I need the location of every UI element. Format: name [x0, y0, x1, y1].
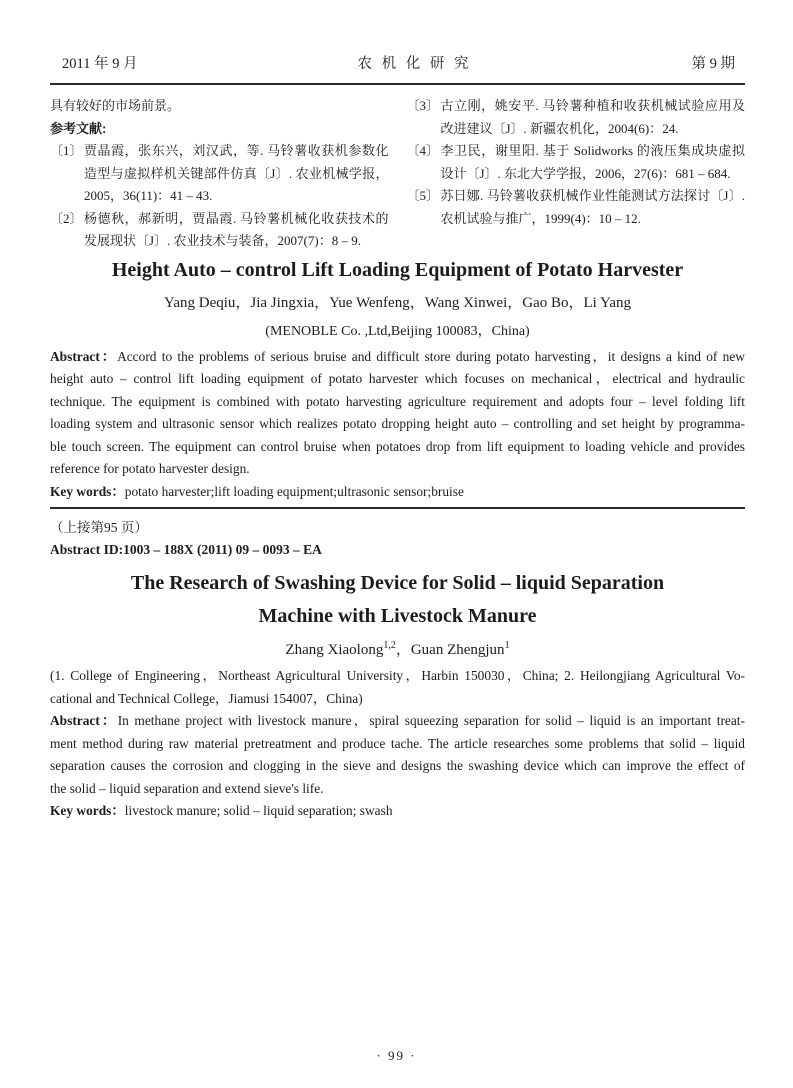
reference-text: 李卫民，谢里阳. 基于 Solidworks 的液压集成块虚拟设计〔J〕. 东北大学学报，2006，27(6)：681 – 684. — [440, 143, 745, 181]
abstract-line: height auto – control lift loading equipment of potato harvester which focuses on mechanical，electrical and hydraulic — [50, 371, 745, 386]
affiliation-line: cational and Technical College，Jiamusi 154007，China) — [50, 690, 363, 706]
author-affiliation-superscript: 1 — [504, 640, 510, 651]
reference-item — [50, 140, 389, 208]
issue-number: 第 9 期 — [691, 56, 735, 72]
reference-number: 〔1〕 — [50, 143, 83, 158]
reference-number: 〔3〕 — [406, 98, 440, 113]
section-divider — [50, 507, 745, 509]
page-number: · 99 · — [376, 1048, 417, 1063]
left-column — [50, 95, 389, 253]
article2-authors — [50, 635, 745, 661]
abstract-label: Abstract： — [50, 348, 118, 364]
abstract-line — [50, 346, 745, 369]
article2-affiliation — [50, 665, 745, 710]
abstract-line — [50, 710, 745, 733]
abstract-label: Abstract： — [50, 713, 118, 728]
keywords-label: Key words： — [50, 483, 125, 499]
abstract-line: technique. The equipment is combined with potato harvesting agriculture requirement and adopts four – level folding lift — [50, 393, 745, 409]
reference-number: 〔5〕 — [406, 188, 440, 203]
running-head — [50, 54, 745, 85]
closing-sentence: 具有较好的市场前景。 — [50, 98, 181, 113]
article1-authors: Yang Deqiu，Jia Jingxia，Yue Wenfeng，Wang Xinwei，Gao Bo，Li Yang — [164, 294, 631, 311]
article2-abstract — [50, 710, 745, 823]
keywords-line — [50, 481, 745, 504]
reference-item — [407, 95, 746, 140]
reference-number: 〔4〕 — [406, 143, 440, 158]
references-heading: 参考文献: — [50, 120, 107, 136]
reference-item — [407, 185, 746, 230]
continued-from-note: （上接第95 页） — [50, 520, 148, 535]
reference-item — [407, 140, 746, 185]
journal-title: 农 机 化 研 究 — [357, 56, 472, 72]
abstract-line: loading system and ultrasonic sensor which realizes potato dropping height auto – controlling and set height by programma- — [50, 416, 745, 431]
abstract-id: Abstract ID:1003 – 188X (2011) 09 – 0093 – EA — [50, 542, 322, 557]
abstract-line: ment method during raw material pretreatment and produce tache. The article researches some problems that solid – liquid — [50, 735, 745, 751]
right-column — [407, 95, 746, 253]
reference-number: 〔2〕 — [50, 210, 83, 226]
header-date: 2011 年 9 月 — [62, 56, 138, 72]
reference-text: 贾晶霞，张东兴，刘汉武，等. 马铃薯收获机参数化造型与虚拟样机关键部件仿真〔J〕. 农业机械学报，2005，36(11)：41 – 43. — [84, 143, 389, 203]
reference-item — [50, 208, 389, 253]
reference-columns — [50, 95, 745, 253]
abstract-line: separation causes the corrosion and clogging in the sieve and designs the swashing device which can improve the effect of — [50, 758, 745, 773]
article1-affiliation: (MENOBLE Co. ,Ltd,Beijing 100083，China) — [265, 323, 530, 339]
affiliation-line: (1. College of Engineering，Northeast Agricultural University，Harbin 150030，China; 2. Heilongjiang Agricultural Vo- — [50, 668, 745, 683]
article2-title-line2: Machine with Livestock Manure — [258, 605, 537, 627]
abstract-line: ble touch screen. The equipment can control bruise when potatoes drop from lift equipment to loading vehicle and provides — [50, 438, 745, 454]
article2-abstract-block — [50, 517, 745, 823]
article1-abstract — [50, 346, 745, 504]
author-name: Zhang Xiaolong — [285, 642, 384, 658]
keywords-line — [50, 800, 745, 823]
abstract-line: the solid – liquid separation and extend sieve's life. — [50, 780, 324, 796]
abstract-line-text: In methane project with livestock manure，spiral squeezing separation for solid – liquid is an important treat- — [117, 713, 745, 728]
keywords-text: livestock manure; solid – liquid separation; swash — [124, 803, 393, 818]
abstract-line-text: Accord to the problems of serious bruise and difficult store during potato harvesting，it designs a kind of new — [117, 348, 745, 364]
keywords-label: Key words： — [50, 803, 125, 818]
keywords-text: potato harvester;lift loading equipment;ultrasonic sensor;bruise — [124, 483, 464, 499]
article2-title — [50, 567, 745, 633]
article1-abstract-block — [50, 257, 745, 504]
article1-title: Height Auto – control Lift Loading Equipment of Potato Harvester — [111, 258, 684, 281]
abstract-line: reference for potato harvester design. — [50, 461, 250, 476]
author-name: ，Guan Zhengjun — [395, 642, 505, 658]
reference-text: 古立刚，姚安平. 马铃薯种植和收获机械试验应用及改进建议〔J〕. 新疆农机化，2004(6)：24. — [440, 98, 745, 136]
author-affiliation-superscript: 1,2 — [383, 640, 396, 651]
reference-text: 苏日娜. 马铃薯收获机械作业性能测试方法探讨〔J〕. 农机试验与推广，1999(4)：10 – 12. — [440, 188, 745, 226]
article2-title-line1: The Research of Swashing Device for Solid – liquid Separation — [130, 572, 665, 594]
reference-text: 杨德秋，郝新明，贾晶霞. 马铃薯机械化收获技术的发展现状〔J〕. 农业技术与装备，2007(7)：8 – 9. — [84, 210, 389, 248]
